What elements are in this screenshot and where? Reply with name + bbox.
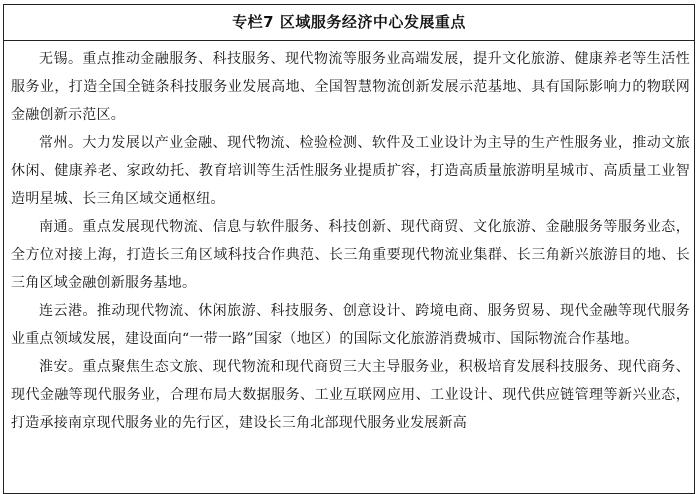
- paragraph-lianyungang: 连云港。推动现代物流、休闲旅游、科技服务、创意设计、跨境电商、服务贸易、现代金融等现代服务业重点领域发展，建设面向“一带一路”国家（地区）的国际文化旅游消费城市、国际物流合作基地。: [11, 303, 690, 347]
- box-title: 专栏7 区域服务经济中心发展重点: [4, 5, 694, 41]
- paragraph-huaian: 淮安。重点聚焦生态文旅、现代物流和现代商贸三大主导服务业，积极培育发展科技服务、现代商务、现代金融等现代服务业，合理布局大数据服务、工业互联网应用、工业设计、现代供应链管理等新兴业态，打造承接南京现代服务业的先行区，建设长三角北部现代服务业发展新高: [11, 359, 690, 431]
- paragraph-nantong: 南通。重点发展现代物流、信息与软件服务、科技创新、现代商贸、文化旅游、金融服务等服务业态，全方位对接上海，打造长三角区域科技合作典范、长三角重要现代物流业集群、长三角新兴旅游目的地、长三角区域金融创新服务基地。: [11, 219, 690, 291]
- paragraph-changzhou: 常州。大力发展以产业金融、现代物流、检验检测、软件及工业设计为主导的生产性服务业，推动文旅休闲、健康养老、家政幼托、教育培训等生活性服务业提质扩容，打造高质量旅游明星城市、高质量工业智造明星城、长三角区域交通枢纽。: [11, 135, 690, 207]
- feature-box: [3, 4, 695, 494]
- paragraph-wuxi: 无锡。重点推动金融服务、科技服务、现代物流等服务业高端发展，提升文化旅游、健康养老等生活性服务业，打造全国全链条科技服务业发展高地、全国智慧物流创新发展示范基地、具有国际影响力的物联网金融创新示范区。: [11, 51, 690, 123]
- box-content: [4, 41, 694, 437]
